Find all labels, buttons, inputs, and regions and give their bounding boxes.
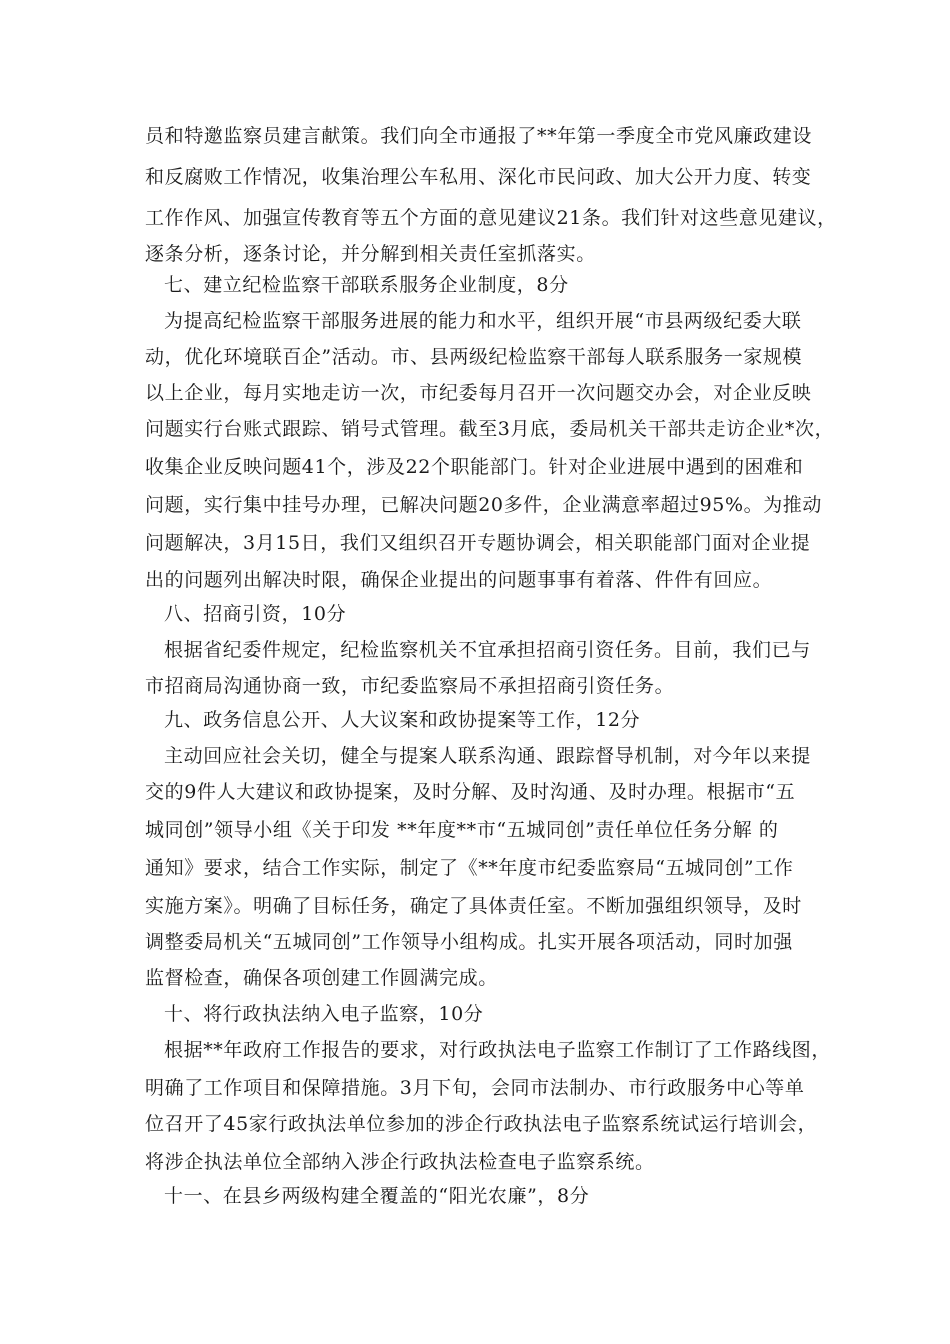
section-heading: 十一、在县乡两级构建全覆盖的“阳光农廉”，8分 (164, 1185, 590, 1207)
text-line: 将涉企执法单位全部纳入涉企行政执法检查电子监察系统。 (145, 1151, 655, 1173)
text-line: 根据**年政府工作报告的要求，对行政执法电子监察工作制订了工作路线图， (164, 1039, 832, 1061)
section-heading: 九、政务信息公开、人大议案和政协提案等工作，12分 (164, 709, 641, 731)
text-line: 调整委局机关“五城同创”工作领导小组构成。扎实开展各项活动，同时加强 (145, 931, 793, 953)
text-line: 监督检查，确保各项创建工作圆满完成。 (145, 967, 498, 989)
text-line: 收集企业反映问题41个，涉及22个职能部门。针对企业进展中遇到的困难和 (145, 456, 804, 478)
text-line: 出的问题列出解决时限，确保企业提出的问题事事有着落、件件有回应。 (145, 569, 773, 591)
text-line: 位召开了45家行政执法单位参加的涉企行政执法电子监察系统试运行培训会， (145, 1113, 818, 1135)
section-heading: 七、建立纪检监察干部联系服务企业制度，8分 (164, 274, 569, 296)
section-heading: 八、招商引资，10分 (164, 603, 347, 625)
text-line: 根据省纪委件规定，纪检监察机关不宜承担招商引资任务。目前，我们已与 (164, 639, 811, 661)
text-line: 城同创”领导小组《关于印发 **年度**市“五城同创”责任单位任务分解 的 (145, 819, 779, 841)
text-line: 实施方案》。明确了目标任务，确定了具体责任室。不断加强组织领导，及时 (145, 895, 802, 917)
text-line: 逐条分析，逐条讨论，并分解到相关责任室抓落实。 (145, 243, 596, 265)
text-line: 主动回应社会关切，健全与提案人联系沟通、跟踪督导机制，对今年以来提 (164, 745, 811, 767)
text-line: 明确了工作项目和保障措施。3月下旬，会同市法制办、市行政服务中心等单 (145, 1077, 805, 1099)
text-line: 和反腐败工作情况，收集治理公车私用、深化市民问政、加大公开力度、转变 (145, 166, 812, 188)
text-line: 通知》要求，结合工作实际，制定了《**年度市纪委监察局“五城同创”工作 (145, 857, 794, 879)
text-line: 问题，实行集中挂号办理，已解决问题20多件，企业满意率超过95%。为推动 (145, 494, 823, 516)
text-line: 动，优化环境联百企”活动。市、县两级纪检监察干部每人联系服务一家规模 (145, 346, 803, 368)
text-line: 市招商局沟通协商一致，市纪委监察局不承担招商引资任务。 (145, 675, 675, 697)
text-line: 员和特邀监察员建言献策。我们向全市通报了**年第一季度全市党风廉政建设 (145, 125, 813, 147)
section-heading: 十、将行政执法纳入电子监察，10分 (164, 1003, 484, 1025)
text-line: 问题解决，3月15日，我们又组织召开专题协调会，相关职能部门面对企业提 (145, 532, 811, 554)
text-line: 问题实行台账式跟踪、销号式管理。截至3月底，委局机关干部共走访企业*次， (145, 418, 835, 440)
text-line: 为提高纪检监察干部服务进展的能力和水平，组织开展“市县两级纪委大联 (164, 310, 802, 332)
text-line: 以上企业，每月实地走访一次，市纪委每月召开一次问题交办会，对企业反映 (145, 382, 812, 404)
text-line: 交的9件人大建议和政协提案，及时分解、及时沟通、及时办理。根据市“五 (145, 781, 796, 803)
text-line: 工作作风、加强宣传教育等五个方面的意见建议21条。我们针对这些意见建议， (145, 207, 837, 229)
